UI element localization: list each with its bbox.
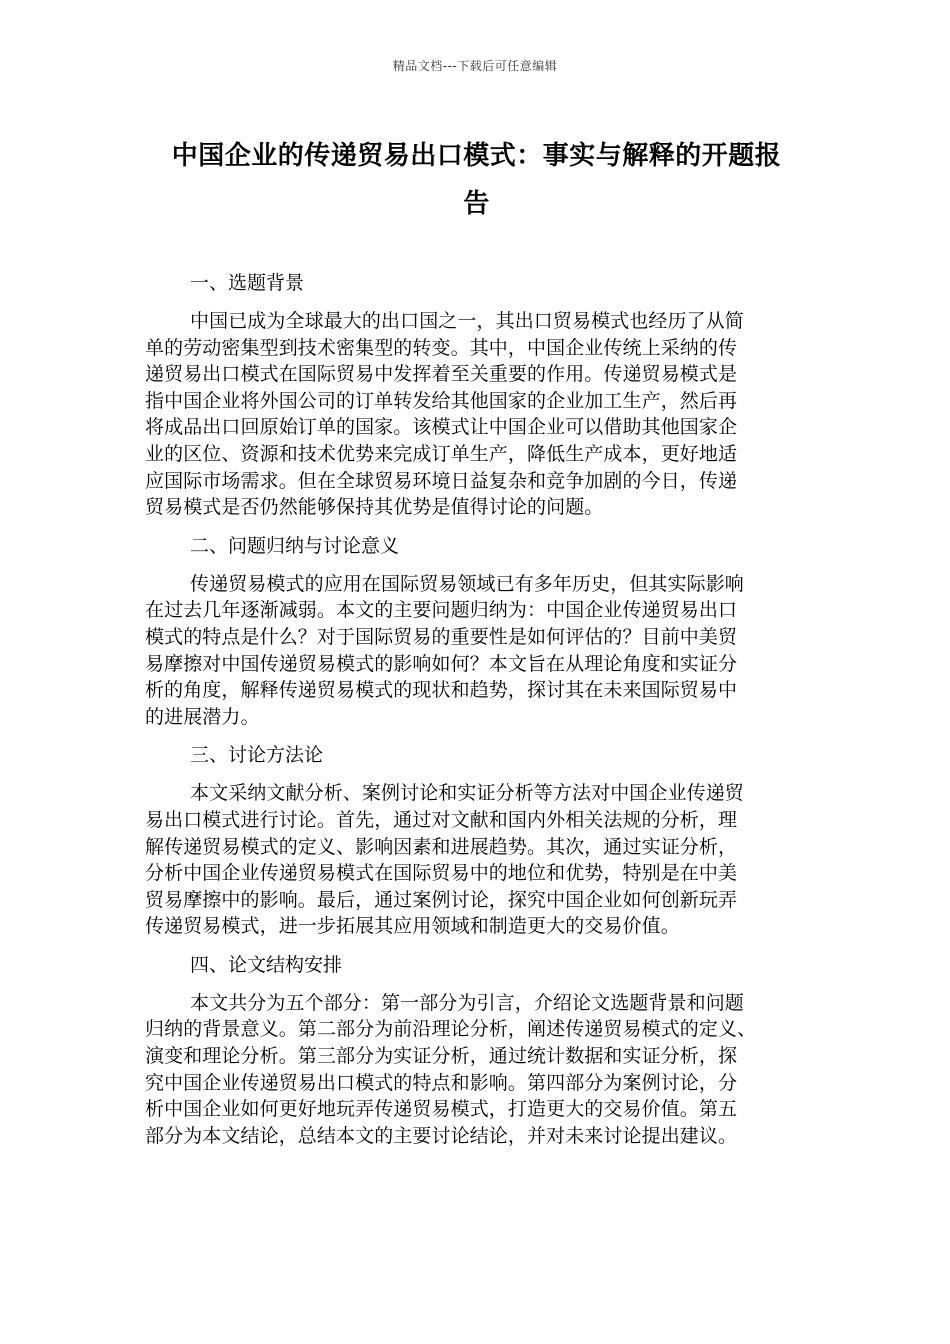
paragraph-line: 的进展潜力。	[145, 705, 260, 728]
paragraph-line: 本文共分为五个部分：第一部分为引言，介绍论文选题背景和问题	[190, 991, 744, 1014]
document-body	[145, 268, 795, 1159]
paragraph-line: 传递贸易模式，进一步拓展其应用领域和制造更大的交易价值。	[145, 915, 680, 938]
section-heading-method: 三、讨论方法论	[190, 744, 324, 767]
page-header: 精品文档---下载后可任意编辑	[392, 59, 558, 73]
paragraph-line: 应国际市场需求。但在全球贸易环境日益复杂和竞争加剧的今日，传递	[145, 469, 738, 492]
paragraph-line: 究中国企业传递贸易出口模式的特点和影响。第四部分为案例讨论，分	[145, 1071, 738, 1094]
paragraph-line: 易摩擦对中国传递贸易模式的影响如何？本文旨在从理论角度和实证分	[145, 652, 738, 675]
paragraph-line: 中国已成为全球最大的出口国之一，其出口贸易模式也经历了从简	[190, 310, 744, 332]
paragraph-line: 析的角度，解释传递贸易模式的现状和趋势，探讨其在未来国际贸易中	[145, 679, 738, 702]
title-line-1: 中国企业的传递贸易出口模式：事实与解释的开题报	[171, 141, 782, 171]
paragraph-line: 析中国企业如何更好地玩弄传递贸易模式，打造更大的交易价值。第五	[145, 1098, 738, 1121]
section-paragraph-structure	[145, 990, 795, 1150]
paragraph-line: 递贸易出口模式在国际贸易中发挥着至关重要的作用。传递贸易模式是	[145, 363, 738, 386]
section-paragraph-method	[145, 780, 795, 940]
section-paragraph-problem	[145, 571, 795, 731]
section-paragraph-background	[145, 308, 795, 521]
section-heading-background: 一、选题背景	[190, 272, 305, 294]
paragraph-line: 部分为本文结论，总结本文的主要讨论结论，并对未来讨论提出建议。	[145, 1124, 738, 1147]
document-title	[145, 132, 808, 228]
paragraph-line: 模式的特点是什么？对于国际贸易的重要性是如何评估的？目前中美贸	[145, 625, 738, 648]
paragraph-line: 单的劳动密集型到技术密集型的转变。其中，中国企业传统上采纳的传	[145, 336, 738, 359]
paragraph-line: 业的区位、资源和技术优势来完成订单生产，降低生产成本，更好地适	[145, 442, 738, 465]
section-heading-problem: 二、问题归纳与讨论意义	[190, 534, 400, 557]
paragraph-line: 传递贸易模式的应用在国际贸易领域已有多年历史，但其实际影响	[190, 572, 744, 595]
paragraph-line: 在过去几年逐渐减弱。本文的主要问题归纳为：中国企业传递贸易出口	[145, 599, 738, 622]
paragraph-line: 本文采纳文献分析、案例讨论和实证分析等方法对中国企业传递贸	[190, 782, 744, 805]
paragraph-line: 指中国企业将外国公司的订单转发给其他国家的企业加工生产，然后再	[145, 389, 738, 412]
title-line-2: 告	[463, 189, 490, 219]
paragraph-line: 分析中国企业传递贸易模式在国际贸易中的地位和优势，特别是在中美	[145, 862, 738, 885]
paragraph-line: 贸易模式是否仍然能够保持其优势是值得讨论的问题。	[145, 496, 604, 519]
paragraph-line: 易出口模式进行讨论。首先，通过对文献和国内外相关法规的分析，理	[145, 808, 738, 831]
paragraph-line: 归纳的背景意义。第二部分为前沿理论分析，阐述传递贸易模式的定义、	[145, 1018, 757, 1041]
paragraph-line: 解传递贸易模式的定义、影响因素和进展趋势。其次，通过实证分析，	[145, 835, 738, 858]
paragraph-line: 将成品出口回原始订单的国家。该模式让中国企业可以借助其他国家企	[145, 416, 738, 439]
section-heading-structure: 四、论文结构安排	[190, 953, 343, 976]
paragraph-line: 演变和理论分析。第三部分为实证分析，通过统计数据和实证分析，探	[145, 1045, 738, 1068]
paragraph-line: 贸易摩擦中的影响。最后，通过案例讨论，探究中国企业如何创新玩弄	[145, 888, 738, 911]
